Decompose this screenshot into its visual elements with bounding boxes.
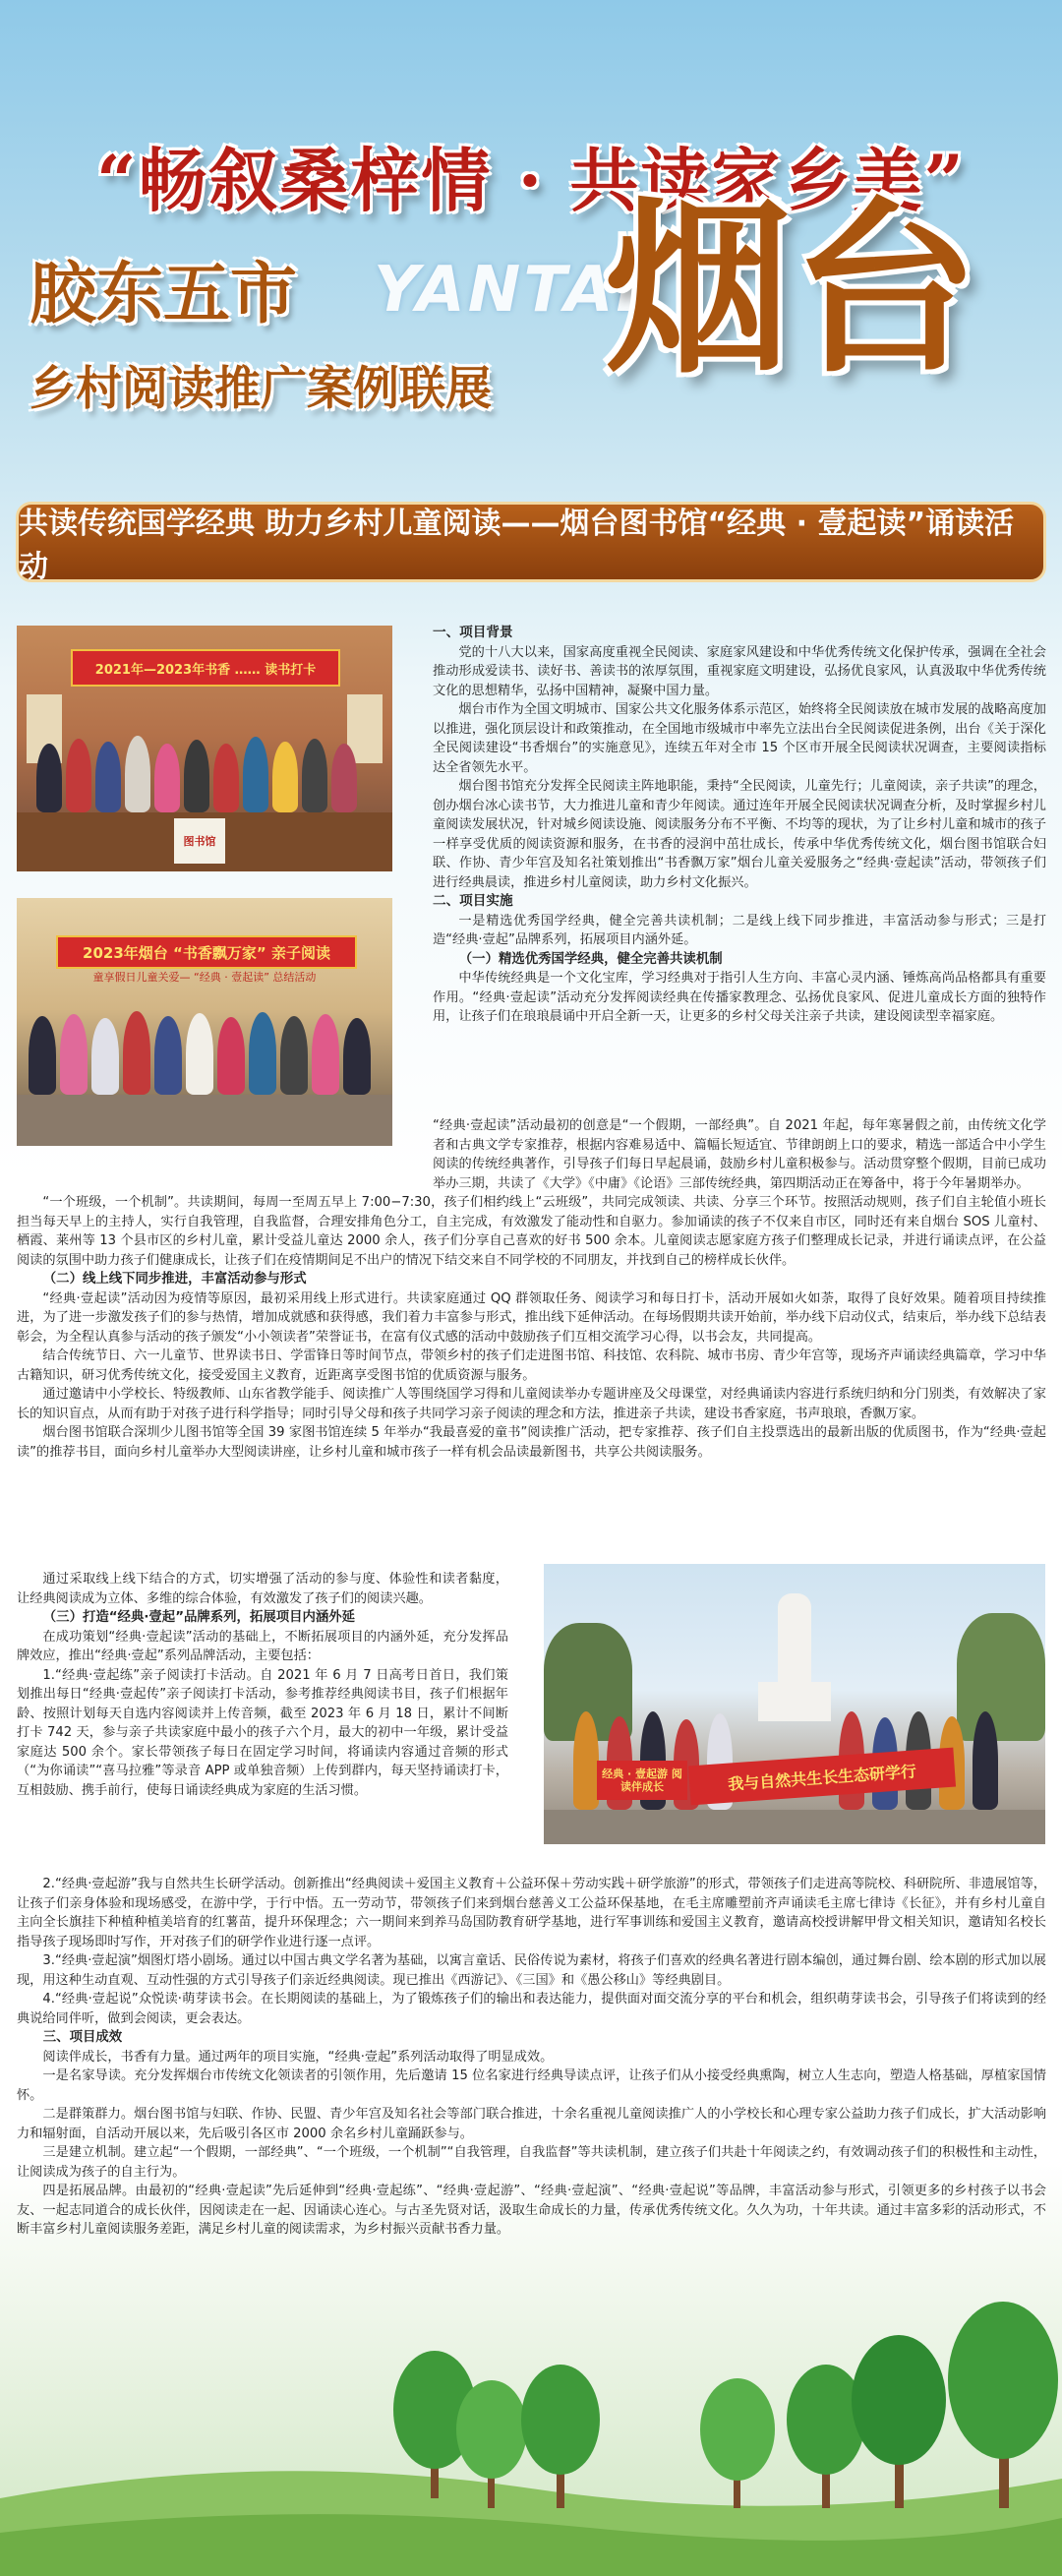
- yantai-wordmark: YANTAI: [374, 254, 643, 327]
- photo3-tree: [957, 1613, 1045, 1741]
- paragraph: 党的十八大以来，国家高度重视全民阅读、家庭家风建设和中华优秀传统文化保护传承，强调在全社会推动形成爱读书、读好书、善读书的浓厚氛围，重视家庭文明建设，弘扬优良家风，认真汲取中华优秀传统文化的思想精华，弘扬中国精神，凝聚中国力量。: [433, 644, 1046, 698]
- photo2-person: [312, 1014, 339, 1095]
- paragraph: 烟台图书馆联合深圳少儿图书馆等全国 39 家图书馆连续 5 年举办“我最喜爱的童书”阅读推广活动，把专家推荐、孩子们自主投票选出的最新出版的优质图书，作为“经典·壹起读”的推荐书目，面向乡村儿童举办大型阅读讲座，让乡村儿童和城市孩子一样有机会品读最新图书，共享公共阅读服务。: [17, 1425, 1046, 1460]
- city-title: 烟台: [605, 181, 979, 398]
- photo1-person: [184, 740, 209, 812]
- slogan: “畅叙桑梓情 · 共读家乡美”: [96, 140, 966, 221]
- article-full-width-1: [17, 1116, 1046, 1462]
- paragraph: 1.“经典·壹起练”亲子阅读打卡活动。自 2021 年 6 月 7 日高考日首日，我们策划推出每日“经典·壹起传”亲子阅读打卡活动，参考推荐经典阅读书目，孩子们根据年龄、按照计划每天自选内容阅读并上传音频，截至 2023 年 6 月 18 日，累计不间断打卡 742 天，参与亲子共读家庭中最小的孩子六个月，最大的初中一年级，累计受益家庭达 500 余个。家长带领孩子每日在固定学习时间，将诵读内容通过音频的形式（“为你诵读”“喜马拉雅”等录音 APP 或单独音频）上传到群内，每天坚持诵读打卡，互相鼓励、携手前行，使每日诵读经典成为家庭的生活习惯。: [17, 1667, 508, 1798]
- photo3-person: [573, 1711, 599, 1810]
- article-full-width-2: [17, 1875, 1046, 2240]
- photo1-person: [213, 744, 239, 812]
- photo3-ground: [544, 1810, 1045, 1844]
- photo2-person: [280, 1016, 308, 1095]
- paragraph: 四是拓展品牌。由最初的“经典·壹起读”先后延伸到“经典·壹起练”、“经典·壹起游”、“经典·壹起演”、“经典·壹起说”等品牌，丰富活动参与形式，引领更多的乡村孩子以书会友、一起志同道合的成长伙伴，因阅读走在一起、因诵读心连心。与古圣先贤对话，汲取生命成长的力量，传承优秀传统文化。久久为功，十年共读。通过丰富多彩的活动形式，不断丰富乡村儿童阅读服务差距，满足乡村儿童的阅读需求，为乡村振兴贡献书香力量。: [17, 2184, 1046, 2237]
- subsection-heading: （二）线上线下同步推进，丰富活动参与形式: [42, 1272, 307, 1287]
- paragraph: “经典·壹起读”活动因为疫情等原因，最初采用线上形式进行。共读家庭通过 QQ 群领取任务、阅读学习和每日打卡，活动开展如火如荼，取得了良好效果。随着项目持续推进，为了进一步激发孩子们的参与热情，增加成就感和获得感，我们着力丰富参与形式，推出线下延伸活动。在每场假期共读开始前，举办线下启动仪式，结束后，举办线下总结表彰会，为全程认真参与活动的孩子颁发“小小领读者”荣誉证书，在富有仪式感的活动中鼓励孩子们互相交流学习心得，以书会友，共同提高。: [17, 1290, 1046, 1345]
- photo1-person: [36, 744, 62, 812]
- photo1-person: [95, 742, 121, 812]
- paragraph: 一是精选优秀国学经典，健全完善共读机制；二是线上线下同步推进，丰富活动参与形式；三是打造“经典·壹起”品牌系列，拓展项目内涵外延。: [433, 913, 1046, 947]
- photo2-person: [29, 1016, 56, 1095]
- paragraph: 一是名家导读。充分发挥烟台市传统文化领读者的引领作用，先后邀请 15 位名家进行经典导读点评，让孩子们从小接受经典熏陶，树立人生志向，塑造人格基础，厚植家国情怀。: [17, 2068, 1046, 2103]
- photo1-person: [154, 744, 180, 812]
- subtitle-text: 共读传统国学经典 助力乡村儿童阅读——烟台图书馆“经典 · 壹起读”诵读活动: [19, 507, 1015, 584]
- photo-group-2: [17, 898, 392, 1146]
- subsection-heading: （三）打造“经典·壹起”品牌系列，拓展项目内涵外延: [42, 1610, 356, 1625]
- paragraph: 烟台市作为全国文明城市、国家公共文化服务体系示范区，始终将全民阅读放在城市发展的战略高度加以推进，强化顶层设计和政策推动，在全国地市级城市中率先立法出台全民阅读促进条例，出台《关于深化全民阅读建设“书香烟台”的实施意见》，连续五年对全市 15 个区市开展全民阅读状况调查，主要阅读指标达全省领先水平。: [433, 702, 1046, 775]
- photo1-person: [66, 739, 91, 812]
- paragraph: 通过邀请中小学校长、特级教师、山东省教学能手、阅读推广人等围绕国学习得和儿童阅读举办专题讲座及父母课堂，对经典诵读内容进行系统归纳和分门别类，有效解决了家长的知识盲点，从而有助于对孩子进行科学指导；同时引导父母和孩子共同学习亲子阅读的理念和方法，推进亲子共读，建设书香家庭，书声琅琅，香飘万家。: [17, 1387, 1046, 1421]
- photo-group-1: [17, 626, 392, 871]
- subtitle-bar: [16, 502, 1046, 582]
- paragraph: 4.“经典·壹起说”众悦读·萌芽读书会。在长期阅读的基础上，为了锻炼孩子们的输出和表达能力，提供面对面交流分享的平台和机会，组织萌芽读书会，引导孩子们将读到的经典说给同伴听，做到会阅读，更会表达。: [17, 1992, 1046, 2026]
- photo-group-3: [544, 1564, 1045, 1844]
- photo3-statue: [778, 1593, 811, 1692]
- tree-icon: [521, 2365, 600, 2508]
- photo1-person: [125, 736, 150, 812]
- photo1-person: [272, 742, 298, 812]
- paragraph: 阅读伴成长，书香有力量。通过两年的项目实施，“经典·壹起”系列活动取得了明显成效。: [42, 2049, 554, 2065]
- tree-icon: [948, 2302, 1058, 2508]
- photo3-person: [973, 1711, 998, 1810]
- article-column-left: [17, 1570, 508, 1800]
- photo1-person: [243, 737, 268, 812]
- section-heading: 二、项目实施: [433, 893, 513, 909]
- paragraph: 3.“经典·壹起演”烟图灯塔小剧场。通过以中国古典文学名著为基础，以寓言童话、民俗传说为素材，将孩子们喜欢的经典名著进行剧本编创，通过舞台剧、绘本剧的形式加以展现，用这种生动直观、互动性强的方式引导孩子们亲近经典阅读。现已推出《西游记》、《三国》和《愚公移山》等经典剧目。: [17, 1953, 1046, 1988]
- photo2-person: [91, 1018, 119, 1095]
- paragraph: 二是群策群力。烟台图书馆与妇联、作协、民盟、青少年宫及知名社会等部门联合推进，十余名重视儿童阅读推广人的小学校长和心理专家公益助力孩子们成长，扩大活动影响力和辐射面，自活动开展以来，先后吸引各区市 2000 余名乡村儿童踊跃参与。: [17, 2107, 1046, 2141]
- paragraph: 结合传统节日、六一儿童节、世界读书日、学雷锋日等时间节点，带领乡村的孩子们走进图书馆、科技馆、农科院、城市书房、青少年宫等，现场齐声诵读经典篇章，学习中华古籍知识，研习优秀传统文化，接受爱国主义教育，近距离享受图书馆的优质资源与服务。: [17, 1348, 1046, 1383]
- paragraph: 中华传统经典是一个文化宝库，学习经典对于指引人生方向、丰富心灵内涵、锤炼高尚品格都具有重要作用。“经典·壹起读”活动充分发挥阅读经典在传播家教理念、弘扬优良家风、促进儿童成长方面的独特作用，让孩子们在琅琅晨诵中开启全新一天，让更多的乡村父母关注亲子共读，建设阅读型幸福家庭。: [433, 971, 1046, 1024]
- photo1-person: [302, 739, 327, 812]
- photo2-person: [217, 1017, 245, 1095]
- section-heading: 一、项目背景: [433, 625, 513, 640]
- paragraph: “经典·壹起读”活动最初的创意是“一个假期，一部经典”。自 2021 年起，每年寒暑假之前，由传统文化学者和古典文学专家推荐，根据内容难易适中、篇幅长短适宜、节律朗朗上口的要求，精选一部适合中小学生阅读的传统经典著作，引导孩子们每日早起晨诵，鼓励乡村儿童积极参与。活动贯穿整个假期，目前已成功举办三期，共读了《大学》《中庸》《论语》三部传统经典，第四期活动正在筹备中，将于今年暑期举办。: [433, 1118, 1046, 1191]
- photo1-person: [331, 744, 357, 812]
- exhibition-title: 乡村阅读推广案例联展: [30, 362, 492, 416]
- photo2-sub: 童享假日儿童关爱— “经典 · 壹起读” 总结活动: [92, 971, 317, 984]
- paragraph: 烟台图书馆充分发挥全民阅读主阵地职能，秉持“全民阅读，儿童先行；儿童阅读，亲子共读”的理念，创办烟台冰心读书节，大力推进儿童和青少年阅读。通过连年开展全民阅读状况调查分析，及时掌握乡村儿童阅读发展状况，针对城乡阅读设施、阅读服务分布不平衡、不均等的现状，为了让乡村儿童和城市的孩子一样享受优质的阅读资源和服务，在书香的浸润中茁壮成长，传承中华优秀传统文化，烟台图书馆联合妇联、作协、青少年宫及知名社策划推出“书香飘万家”烟台儿童关爱服务之“经典·壹起读”活动，带领孩子们进行经典晨读，推进乡村儿童阅读，助力乡村文化振兴。: [433, 779, 1046, 890]
- section-heading: 三、项目成效: [42, 2030, 123, 2045]
- photo1-banner: 2021年—2023年书香 …… 读书打卡: [71, 649, 340, 687]
- subsection-heading: （一）精选优秀国学经典，健全完善共读机制: [458, 951, 723, 967]
- paragraph: 在成功策划“经典·壹起读”活动的基础上，不断拓展项目的内涵外延，充分发挥品牌效应，推出“经典·壹起”系列品牌活动，主要包括：: [17, 1629, 508, 1663]
- photo3-banner-left: 经典 · 壹起游 阅读伴成长: [597, 1761, 687, 1800]
- photo2-person: [343, 1018, 371, 1095]
- paragraph: “一个班级，一个机制”。共读期间，每周一至周五早上 7:00−7:30，孩子们相约线上“云班级”，共同完成领读、共读、分享三个环节。按照活动规则，孩子们自主轮值小班长担当每天早上的主持人，实行自我管理，自我监督，合理安排角色分工，自主完成，有效激发了能动性和自驱力。参加诵读的孩子不仅来自市区，同时还有来自烟台 SOS 儿童村、栖霞、莱州等 13 个县市区的乡村儿童，累计受益儿童达 2000 余人，孩子们分享自己喜欢的好书 500 余本。儿童阅读志愿家庭方孩子们整理成长记录，并进行诵读点评，在公益阅读的氛围中助力孩子们健康成长，让孩子们在疫情期间足不出户的情况下结交来自不同学校的不同朋友，并找到自己的榜样成长伙伴。: [17, 1195, 1046, 1268]
- tree-icon: [852, 2335, 946, 2508]
- photo2-banner: 2023年烟台 “书香飘万家” 亲子阅读: [56, 935, 357, 969]
- photo2-person: [186, 1013, 213, 1095]
- photo2-person: [60, 1014, 88, 1095]
- photo3-pedestal: [758, 1682, 831, 1721]
- paragraph: 2.“经典·壹起游”我与自然共生长研学活动。创新推出“经典阅读＋爱国主义教育＋公益环保＋劳动实践＋研学旅游”的形式，带领孩子们走进高等院校、科研院所、非遗展馆等，让孩子们亲身体验和现场感受，在游中学，于行中悟。五一劳动节，带领孩子们来到烟台慈善义工公益环保基地，在毛主席雕塑前齐声诵读毛主席七律诗《长征》，并有乡村儿童自主向全长旗挂下种植种植美培育的红薯苗，提升环保理念；六一期间来到养马岛国防教育研学基地，进行军事训练和爱国主义教育，邀请高校授讲解甲骨文相关知识，邀请知名校长指导孩子现场即时写作，开对孩子们的研学作业进行逐一点评。: [17, 1877, 1046, 1949]
- tree-icon: [700, 2378, 775, 2508]
- paragraph: 三是建立机制。建立起“一个假期，一部经典”、“一个班级，一个机制”“自我管理，自我监督”等共读机制，建立孩子们共赴十年阅读之约，有效调动孩子们的积极性和主动性，让阅读成为孩子的自主行为。: [17, 2145, 1046, 2180]
- decorative-trees: [0, 2302, 1062, 2576]
- photo2-person: [123, 1011, 150, 1095]
- photo1-sign: 图书馆: [174, 818, 225, 864]
- paragraph: 通过采取线上线下结合的方式，切实增强了活动的参与度、体验性和读者黏度，让经典阅读成为立体、多维的综合体验，有效激发了孩子们的阅读兴趣。: [17, 1572, 508, 1606]
- article-column-right: [433, 624, 1046, 1027]
- photo3-banner-main: 我与自然共生长生态研学行: [688, 1748, 956, 1806]
- photo2-person: [249, 1012, 276, 1095]
- region-title: 胶东五市: [30, 256, 298, 333]
- photo2-person: [154, 1016, 182, 1095]
